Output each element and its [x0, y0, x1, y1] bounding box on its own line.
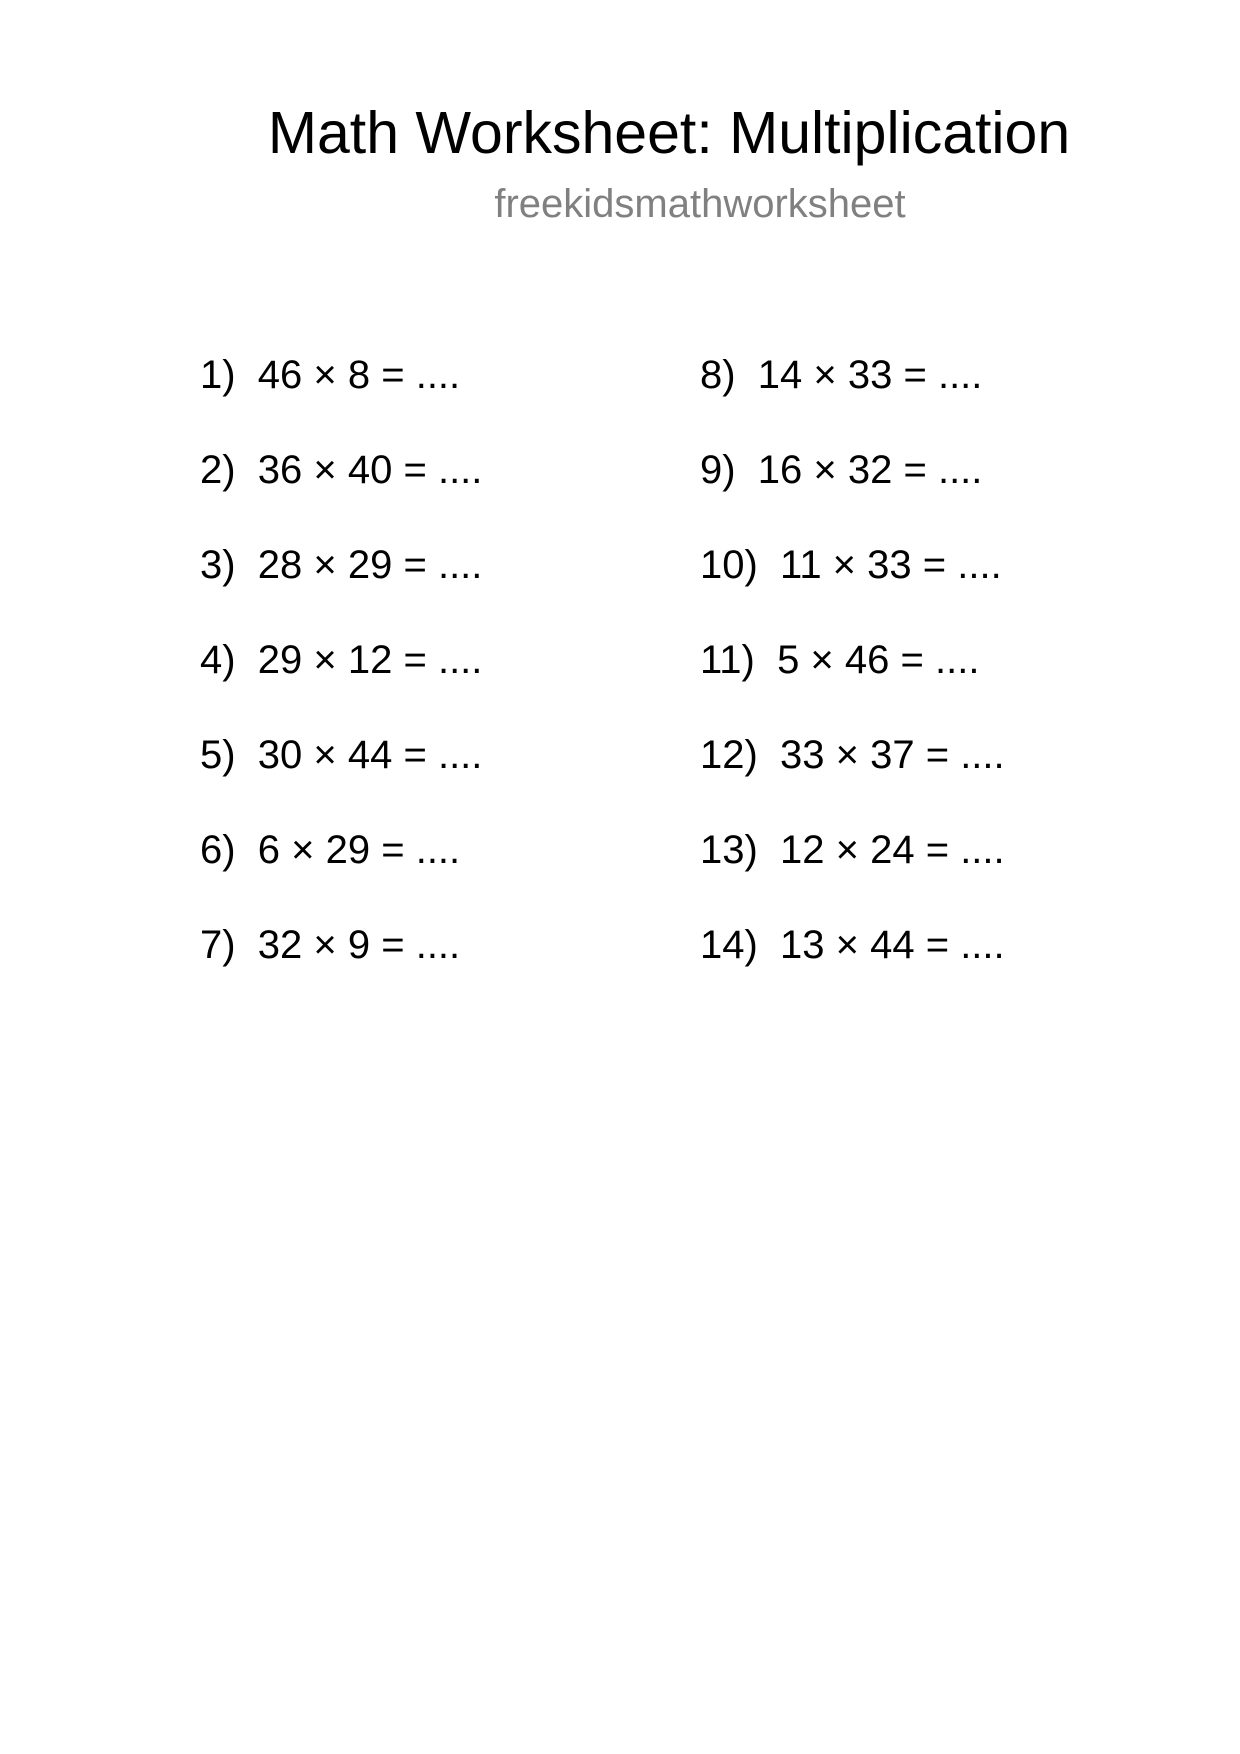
problem-6: 6) 6 × 29 = ....: [200, 828, 461, 872]
page-title: Math Worksheet: Multiplication: [267, 100, 1071, 166]
problem-12: 12) 33 × 37 = ....: [700, 733, 1005, 777]
problem-14: 14) 13 × 44 = ....: [700, 923, 1005, 967]
problem-9: 9) 16 × 32 = ....: [700, 448, 983, 492]
problem-2: 2) 36 × 40 = ....: [200, 448, 483, 492]
problem-7: 7) 32 × 9 = ....: [200, 923, 461, 967]
problem-8: 8) 14 × 33 = ....: [700, 353, 983, 397]
problem-13: 13) 12 × 24 = ....: [700, 828, 1005, 872]
problem-1: 1) 46 × 8 = ....: [200, 353, 461, 397]
problem-4: 4) 29 × 12 = ....: [200, 638, 483, 682]
problems-column-right: [700, 350, 1005, 1015]
problems-column-left: [200, 350, 482, 1015]
page-subtitle: freekidsmathworksheet: [494, 182, 906, 226]
problem-5: 5) 30 × 44 = ....: [200, 733, 483, 777]
problem-3: 3) 28 × 29 = ....: [200, 543, 483, 587]
problem-11: 11) 5 × 46 = ....: [700, 638, 980, 682]
problem-10: 10) 11 × 33 = ....: [700, 543, 1002, 587]
